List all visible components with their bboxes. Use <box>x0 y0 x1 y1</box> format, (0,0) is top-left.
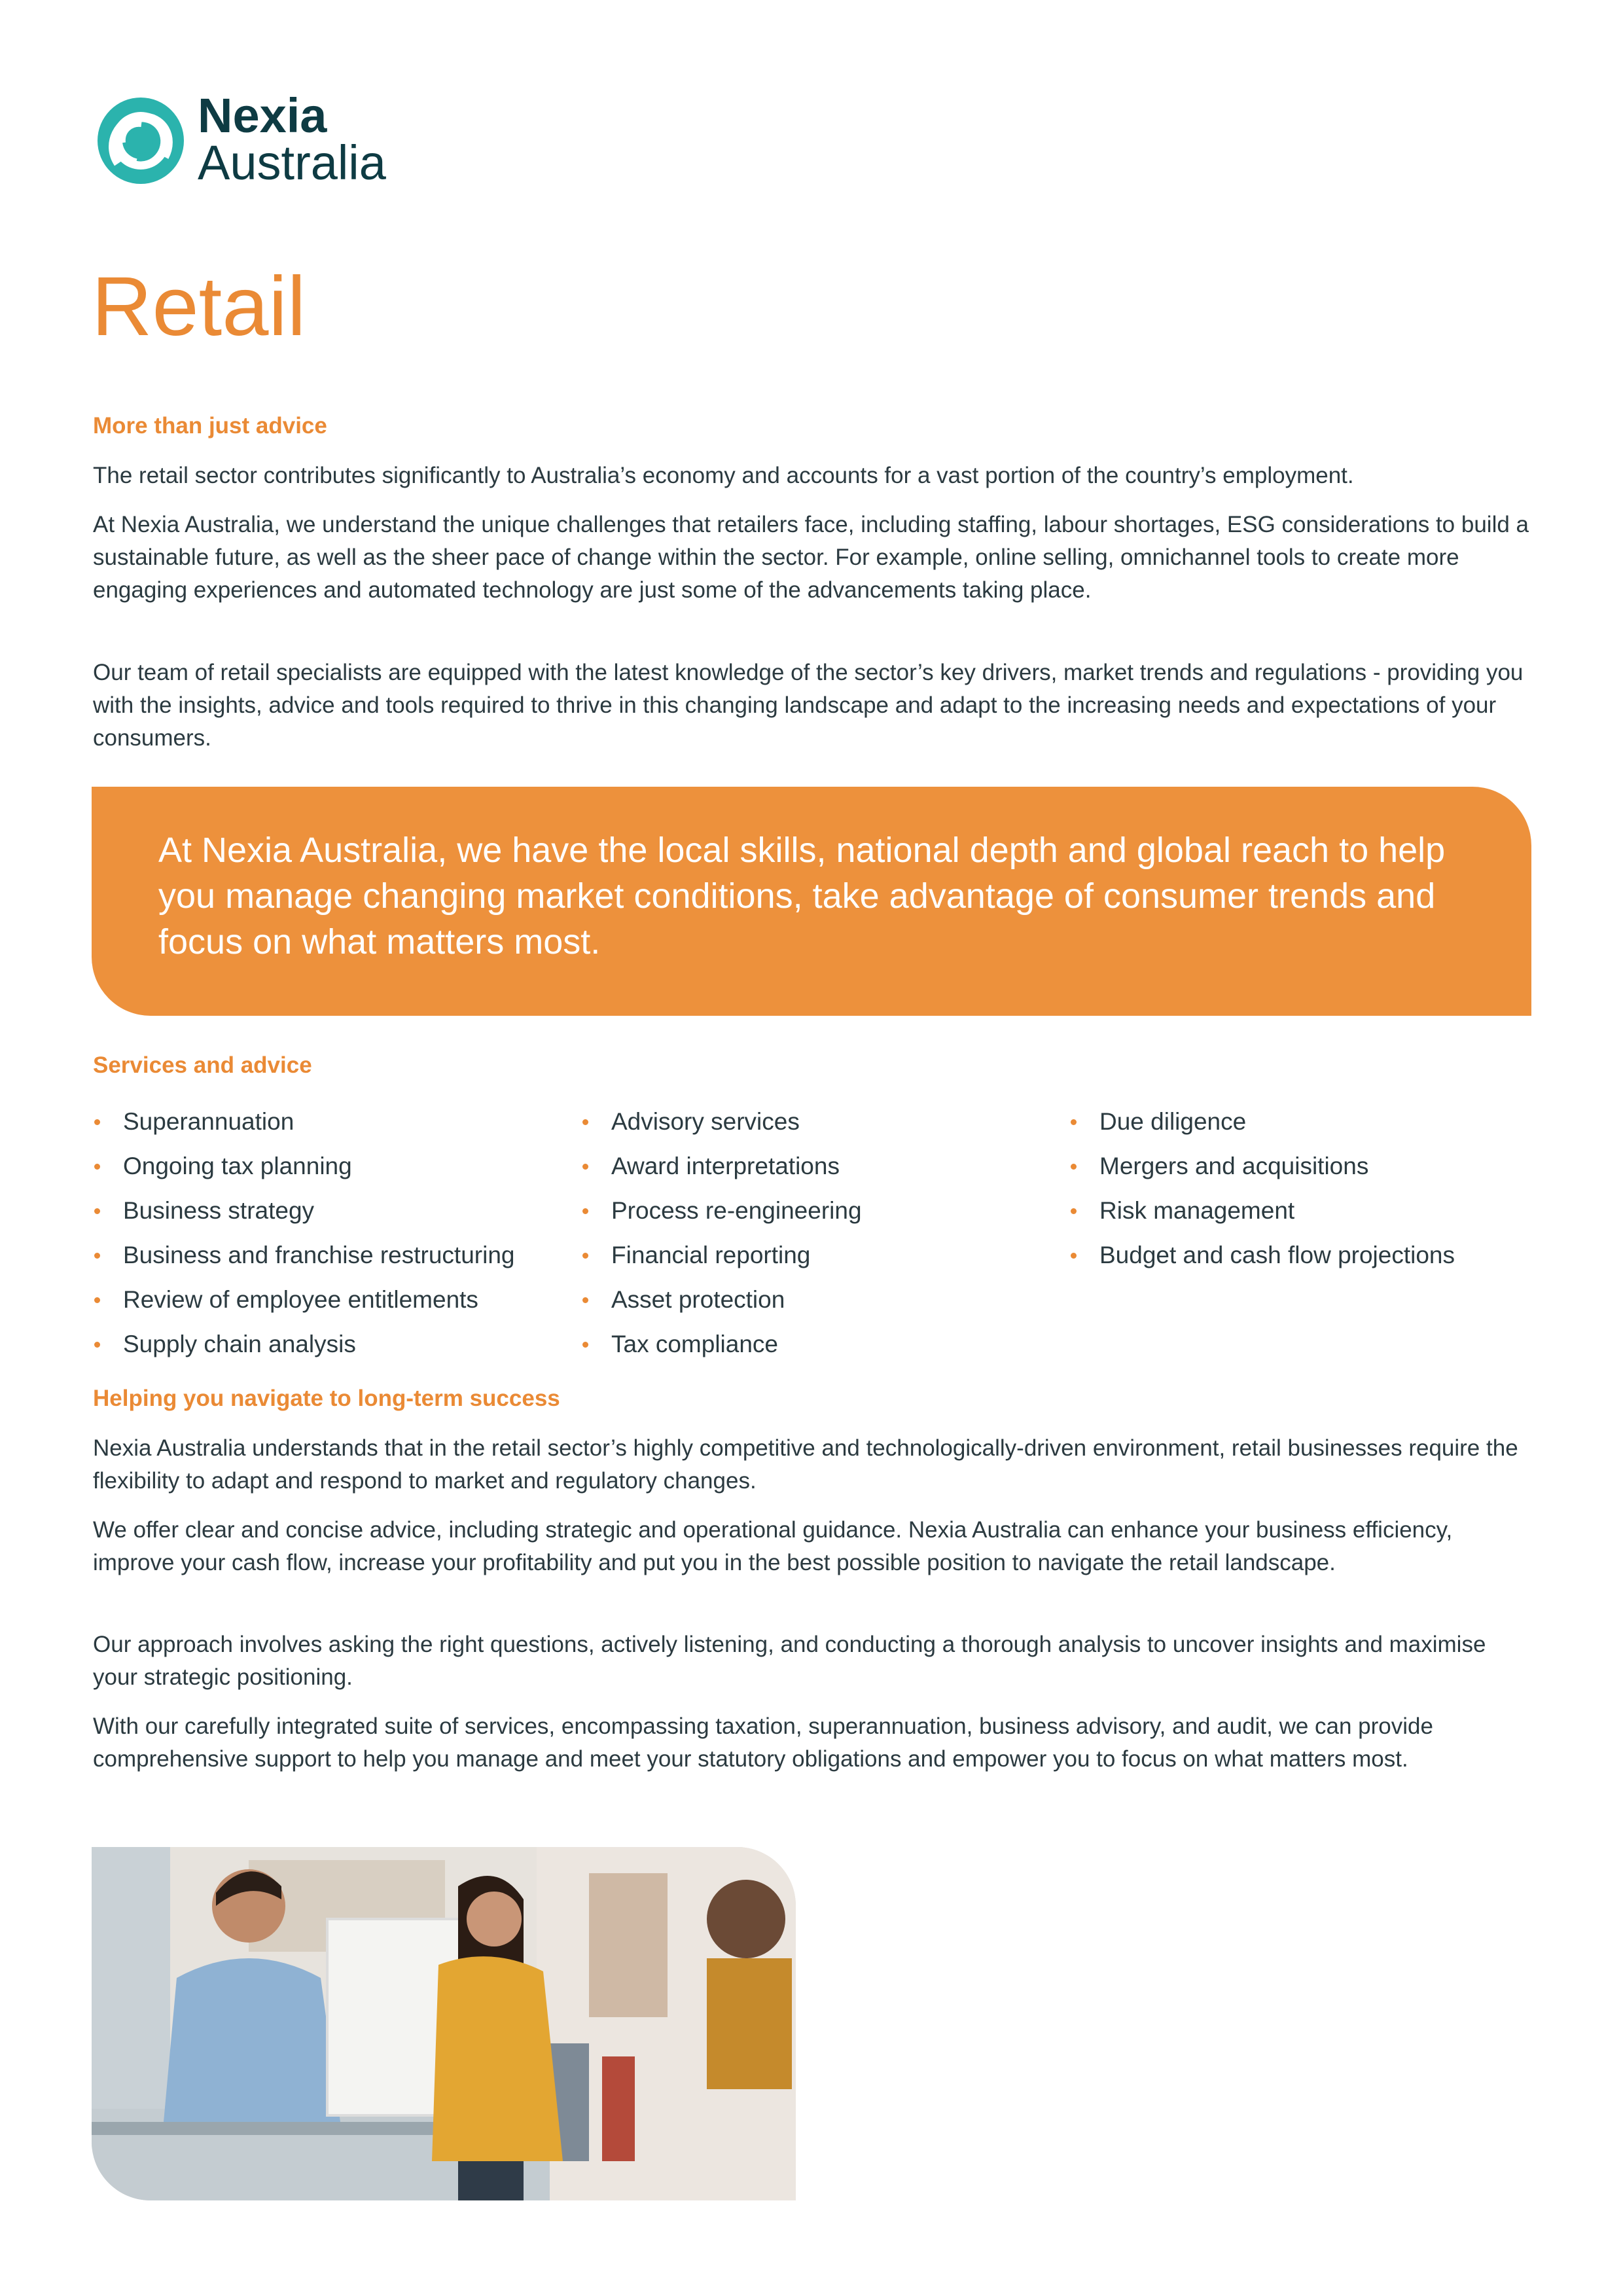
bullet-icon <box>1071 1208 1077 1214</box>
services-column-1 <box>93 1100 514 1367</box>
success-paragraph-1: Nexia Australia understands that in the retail sector’s highly competitive and technologically-driven environment, retail businesses require the flexibility to adapt and respond to market and regulatory changes. <box>93 1435 1518 1494</box>
retail-photo <box>92 1847 796 2200</box>
nexia-logo <box>92 88 399 190</box>
success-paragraph-4: With our carefully integrated suite of services, encompassing taxation, superannuation, business advisory, and audit, we can provide comprehensive support to help you manage and meet your statutory obligations and empower you to focus on what matters most. <box>93 1713 1433 1772</box>
logo-wordmark-line2: Australia <box>198 135 386 190</box>
intro-paragraph-2: At Nexia Australia, we understand the unique challenges that retailers face, including staffing, labour shortages, ESG considerations to build a sustainable future, as well as the sheer pace of change within the sector. For example, online selling, omnichannel tools to create more engaging experiences and automated technology are just some of the advancements taking place. <box>93 512 1529 603</box>
nexia-logo-icon <box>92 92 190 190</box>
bullet-icon <box>1071 1119 1077 1125</box>
bullet-icon <box>94 1208 100 1214</box>
service-item: Business strategy <box>93 1189 514 1233</box>
service-item: Superannuation <box>93 1100 514 1144</box>
success-paragraph-2: We offer clear and concise advice, including strategic and operational guidance. Nexia Australia can enhance your business efficiency, improve your cash flow, increase your profitability and put you in the best possible position to navigate the retail landscape. <box>93 1517 1453 1575</box>
bullet-icon <box>94 1164 100 1170</box>
service-item: Supply chain analysis <box>93 1322 514 1367</box>
intro-paragraph-3: Our team of retail specialists are equipped with the latest knowledge of the sector’s key drivers, market trends and regulations - providing you with the insights, advice and tools required to thrive in this changing landscape and adapt to the increasing needs and expectations of your consumers. <box>93 660 1524 751</box>
service-item: Award interpretations <box>581 1144 862 1189</box>
bullet-icon <box>94 1119 100 1125</box>
service-item: Risk management <box>1069 1189 1455 1233</box>
bullet-icon <box>94 1297 100 1303</box>
bullet-icon <box>582 1297 588 1303</box>
services-column-3 <box>1069 1100 1455 1278</box>
services-column-2 <box>581 1100 862 1367</box>
success-paragraph-3: Our approach involves asking the right questions, actively listening, and conducting a thorough analysis to uncover insights and maximise your strategic positioning. <box>93 1632 1486 1690</box>
bullet-icon <box>94 1342 100 1348</box>
service-item: Asset protection <box>581 1278 862 1322</box>
bullet-icon <box>94 1253 100 1259</box>
retail-photo-illustration <box>92 1847 796 2200</box>
service-item: Financial reporting <box>581 1233 862 1278</box>
page-title: Retail <box>92 260 306 353</box>
bullet-icon <box>582 1208 588 1214</box>
service-item: Process re-engineering <box>581 1189 862 1233</box>
quote-callout <box>92 787 1531 1016</box>
service-item: Ongoing tax planning <box>93 1144 514 1189</box>
service-item: Business and franchise restructuring <box>93 1233 514 1278</box>
bullet-icon <box>1071 1164 1077 1170</box>
quote-text: At Nexia Australia, we have the local skills, national depth and global reach to help you manage changing market conditions, take advantage of consumer trends and focus on what matters most. <box>158 831 1446 961</box>
service-item: Review of employee entitlements <box>93 1278 514 1322</box>
section-heading-more-than-advice: More than just advice <box>93 413 327 439</box>
service-item: Mergers and acquisitions <box>1069 1144 1455 1189</box>
bullet-icon <box>1071 1253 1077 1259</box>
bullet-icon <box>582 1119 588 1125</box>
service-item: Budget and cash flow projections <box>1069 1233 1455 1278</box>
service-item: Tax compliance <box>581 1322 862 1367</box>
bullet-icon <box>582 1253 588 1259</box>
logo-wordmark-line1: Nexia <box>198 88 327 143</box>
service-item: Due diligence <box>1069 1100 1455 1144</box>
service-item: Advisory services <box>581 1100 862 1144</box>
section-heading-long-term-success: Helping you navigate to long-term success <box>93 1386 560 1411</box>
bullet-icon <box>582 1342 588 1348</box>
section-heading-services: Services and advice <box>93 1052 312 1078</box>
intro-paragraph-1: The retail sector contributes significantly to Australia’s economy and accounts for a vast portion of the country’s employment. <box>93 463 1354 488</box>
bullet-icon <box>582 1164 588 1170</box>
